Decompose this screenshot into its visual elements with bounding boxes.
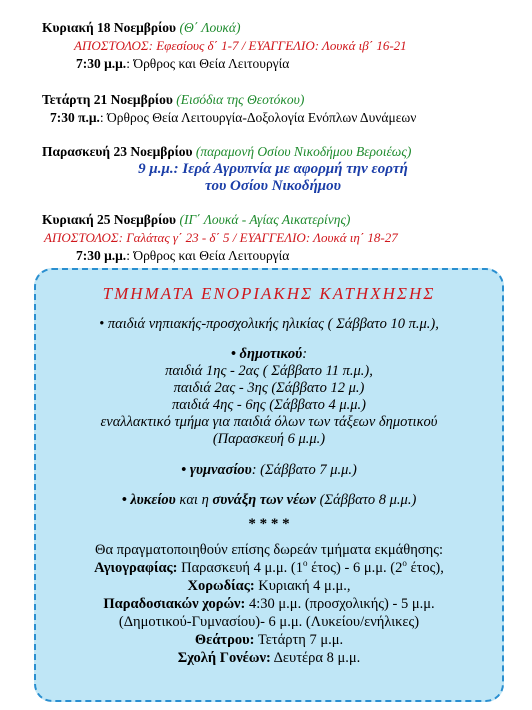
parents-line [36,650,502,667]
event-4-time: 7:30 μ.μ. [76,248,127,263]
event-2-note: (Εισόδια της Θεοτόκου) [176,92,305,107]
choir-rest: Κυριακή 4 μ.μ., [254,578,351,594]
primary-line-1: παιδιά 1ης - 2ας ( Σάββατο 11 π.μ.), [165,363,373,379]
theatre-rest: Τετάρτη 7 μ.μ. [254,632,344,648]
gym-label: • γυμνασίου [181,462,252,478]
event-4-service [76,248,289,264]
primary-line-3: παιδιά 4ης - 6ης (Σάββατο 4 μ.μ.) [172,397,366,413]
dance-line [36,596,502,613]
event-3-highlight-1: 9 μ.μ.: Ιερά Αγρυπνία με αφορμή την εορτή [138,161,408,177]
event-3-header [42,144,411,160]
catechism-title: ΤΜΗΜΑΤΑ ΕΝΟΡΙΑΚΗΣ ΚΑΤΗΧΗΣΗΣ [102,284,436,303]
catechism-box [34,268,504,702]
event-4-header [42,212,350,228]
iconography-time-3: έτος), [406,560,444,576]
primary-colon: : [302,346,308,362]
choir-line [36,578,502,595]
event-4-reading: ΑΠΟΣΤΟΛΟΣ: Γαλάτας γ΄ 23 - δ΄ 5 / ΕΥΑΓΓΕΛΙΟ: Λουκά ιη΄ 18-27 [44,230,398,245]
theatre-label: Θεάτρου: [194,632,255,648]
event-3-highlight-2: του Οσίου Νικοδήμου [205,178,341,194]
event-1-header [42,20,241,36]
event-1-note: (Θ΄ Λουκά) [179,20,241,35]
primary-heading [36,346,502,363]
event-2-service-text: : Όρθρος Θεία Λειτουργία-Δοξολογία Ενόπλων Δυνάμεων [99,110,417,125]
event-3-note: (παραμονή Οσίου Νικοδήμου Βεροιέως) [195,144,412,159]
parents-rest: Δευτέρα 8 μ.μ. [270,650,361,666]
event-2-service [50,110,416,126]
primary-label: • δημοτικού [230,346,303,362]
event-4-note: (ΙΓ΄ Λουκά - Αγίας Αικατερίνης) [179,212,351,227]
iconography-sup-2: ο [402,558,407,569]
iconography-label: Αγιογραφίας: [94,560,178,576]
separator-stars: * * * * [248,516,290,532]
event-3-date: Παρασκευή 23 Νοεμβρίου [42,144,193,159]
event-2-header [42,92,304,108]
iconography-time-2: έτος) - 6 μ.μ. (2 [307,560,403,576]
event-1-time: 7:30 μ.μ. [76,56,127,71]
event-4-service-text: : Όρθρος και Θεία Λειτουργία [126,248,290,263]
lyceum-mid: και η [175,492,213,508]
event-2-date: Τετάρτη 21 Νοεμβρίου [42,92,173,107]
iconography-sup-1: ο [303,558,308,569]
event-1-service [76,56,289,72]
gym-line [36,462,502,479]
primary-line-5: (Παρασκευή 6 μ.μ.) [212,431,326,447]
event-1-service-text: : Όρθρος και Θεία Λειτουργία [126,56,290,71]
lyceum-rest: (Σάββατο 8 μ.μ.) [315,492,417,508]
primary-line-4: εναλλακτικό τμήμα για παιδιά όλων των τάξεων δημοτικού [100,414,438,430]
primary-line-2: παιδιά 2ας - 3ης (Σάββατο 12 μ.) [173,380,365,396]
iconography-line [36,560,502,577]
event-1-date: Κυριακή 18 Νοεμβρίου [42,20,177,35]
workshops-intro: Θα πραγματοποιηθούν επίσης δωρεάν τμήματα εκμάθησης: [95,542,443,558]
event-4-date: Κυριακή 25 Νοεμβρίου [42,212,177,227]
choir-label: Χορωδίας: [187,578,255,594]
lyceum-label: • λυκείου [121,492,176,508]
event-2-time: 7:30 π.μ. [50,110,100,125]
iconography-time-1: Παρασκευή 4 μ.μ. (1 [177,560,303,576]
gym-rest: : (Σάββατο 7 μ.μ.) [251,462,357,478]
theatre-line [36,632,502,649]
event-1-reading: ΑΠΟΣΤΟΛΟΣ: Εφεσίους δ΄ 1-7 / ΕΥΑΓΓΕΛΙΟ: Λουκά ιβ΄ 16-21 [74,38,407,53]
parents-label: Σχολή Γονέων: [177,650,271,666]
dance-label: Παραδοσιακών χορών: [103,596,246,612]
youth-label: συνάξη των νέων [212,492,316,508]
lyceum-line [36,492,502,509]
dance-line-2: (Δημοτικού-Γυμνασίου)- 6 μ.μ. (Λυκείου/ενήλικες) [118,614,420,630]
dance-rest: 4:30 μ.μ. (προσχολικής) - 5 μ.μ. [245,596,435,612]
preschool-line: • παιδιά νηπιακής-προσχολικής ηλικίας ( Σάββατο 10 π.μ.), [99,316,439,332]
